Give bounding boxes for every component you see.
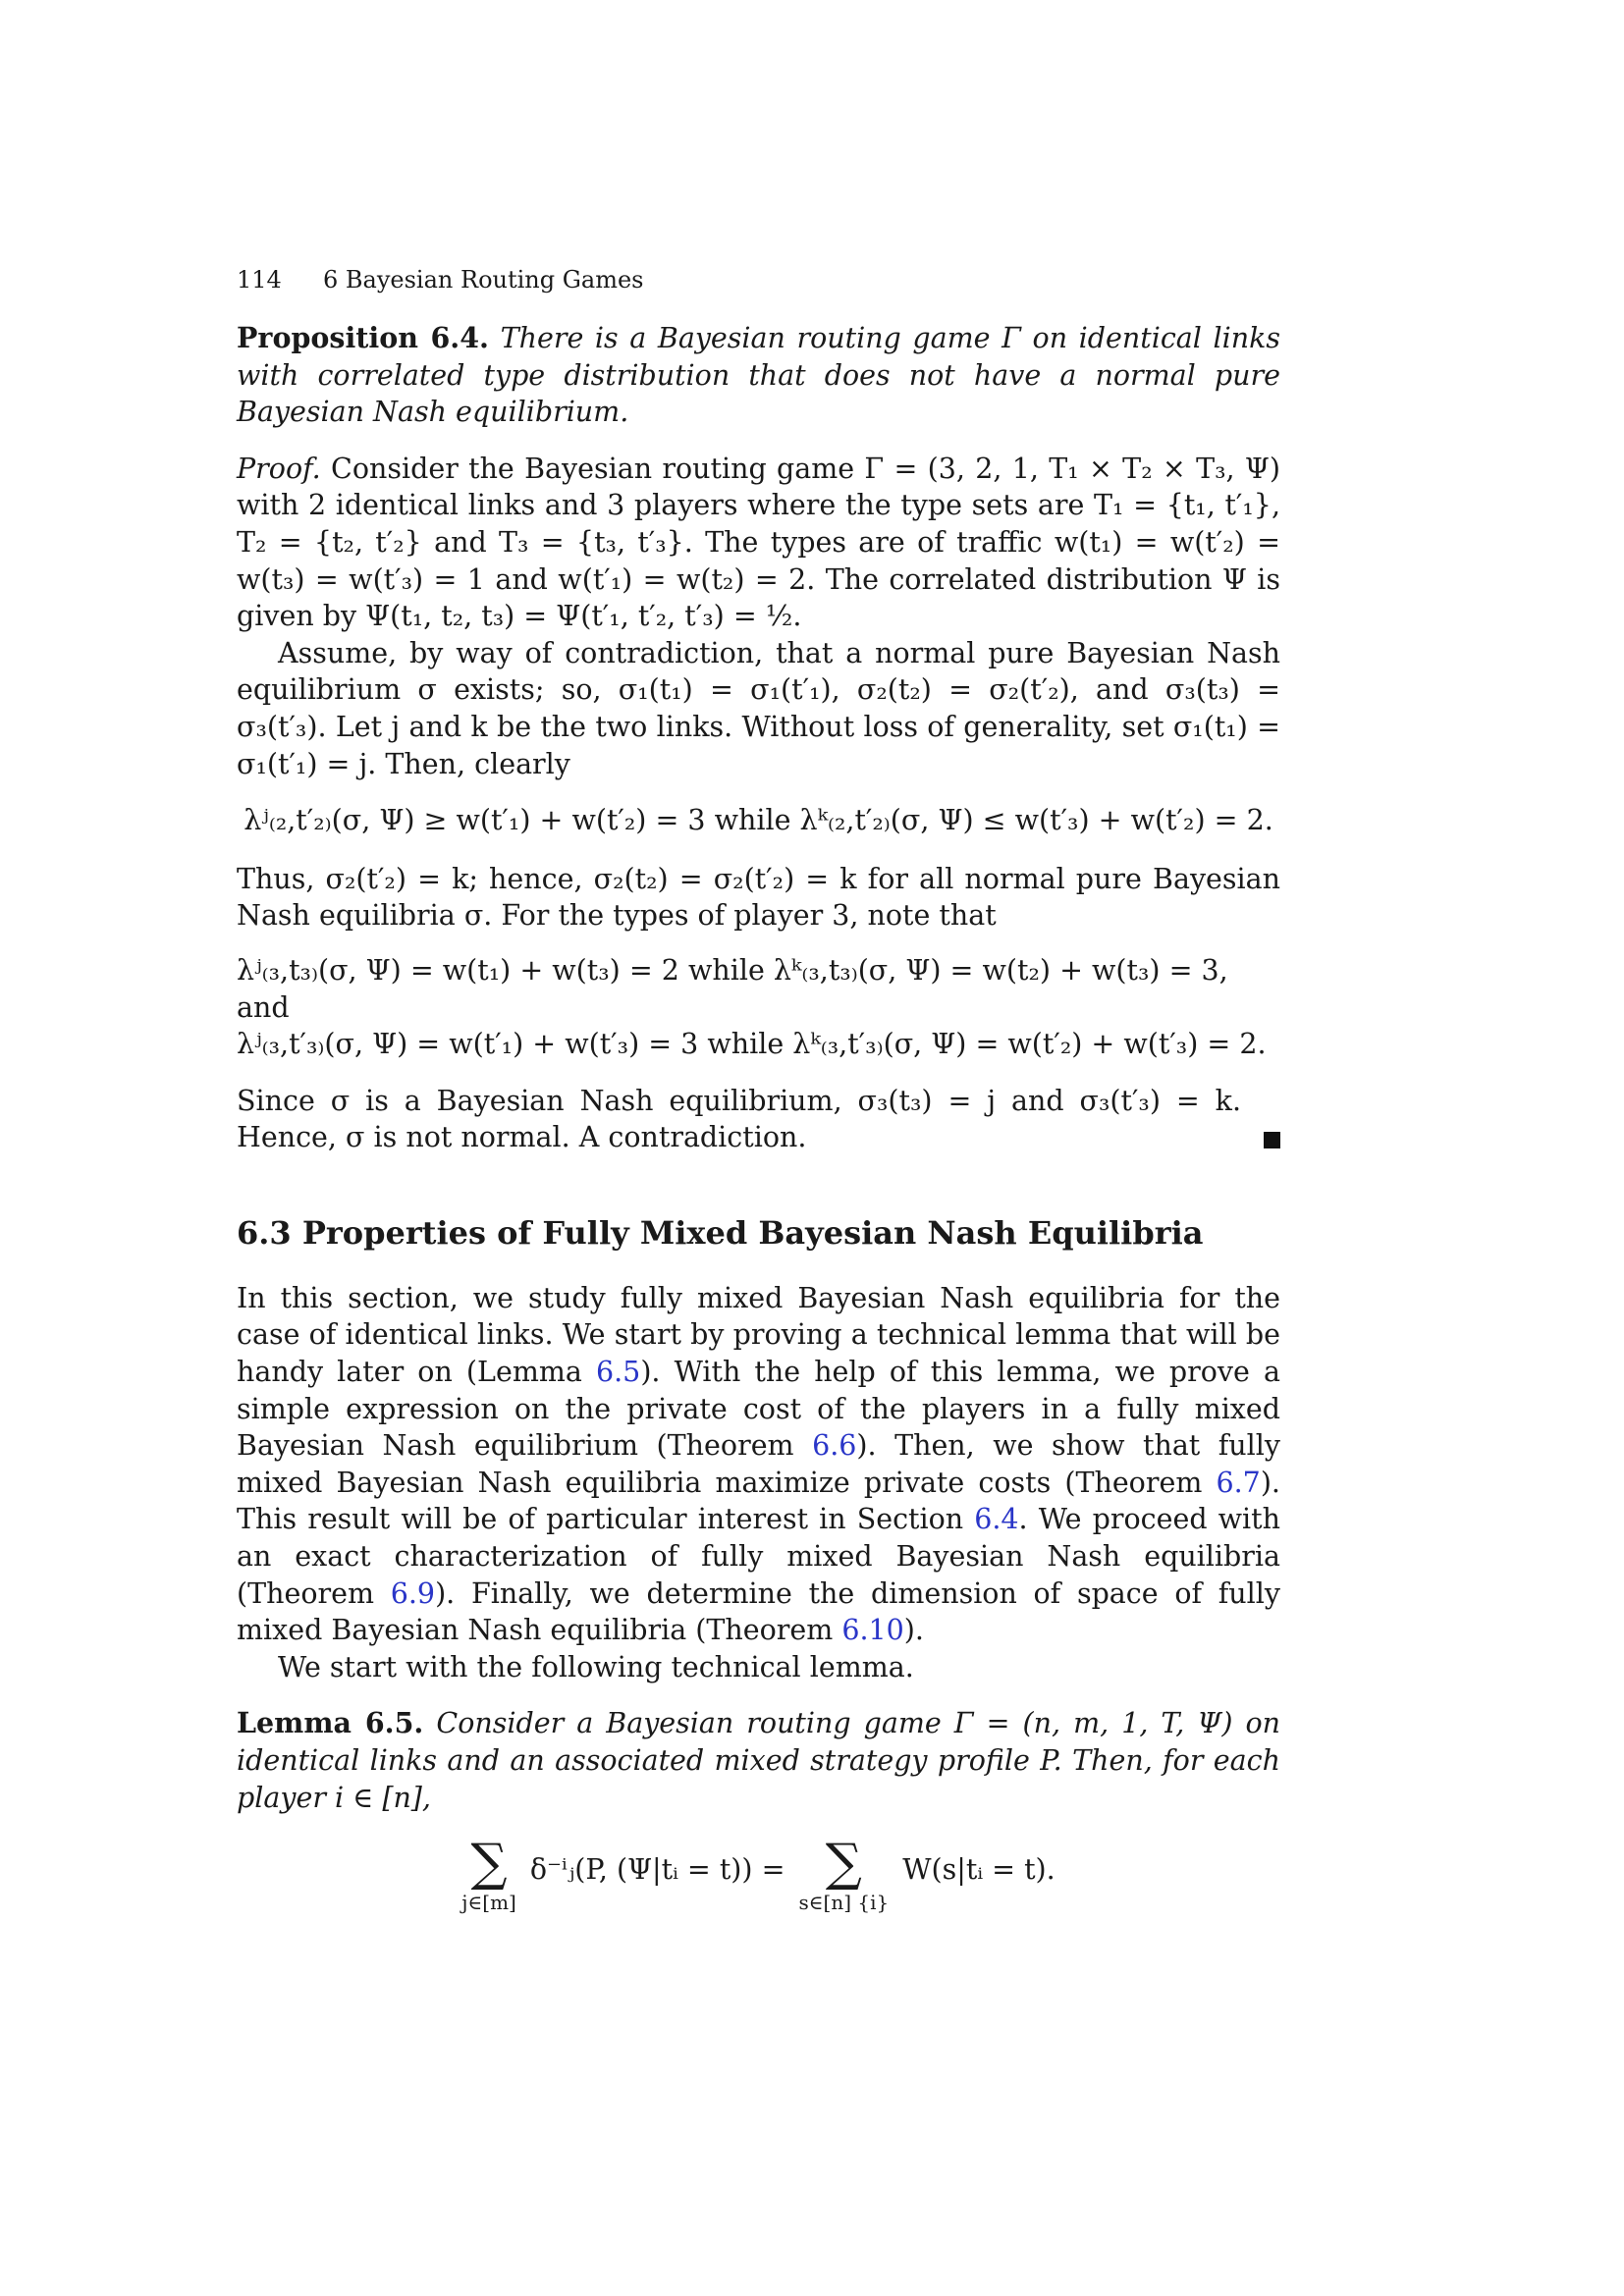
proposition-text: There is a Bayesian routing game Γ on identical links with correlated type distribution that does not have a normal pure Bayesian Nash equilibrium. xyxy=(237,322,1280,429)
ref-theorem-6-10[interactable]: 6.10 xyxy=(841,1614,904,1647)
proof-label: Proof. xyxy=(237,452,321,485)
summation-1 xyxy=(461,1834,516,1915)
lemma xyxy=(237,1705,1280,1816)
section-heading: 6.3 Properties of Fully Mixed Bayesian Nash Equilibria xyxy=(237,1213,1204,1252)
text-run: In this section, we study fully mixed Bayesian Nash equilibria for the case of identical links. We start by proving a technical lemma that will be handy later on (Lemma xyxy=(237,1281,1280,1389)
lemma-label: Lemma 6.5. xyxy=(237,1706,424,1740)
sigma-icon: ∑ xyxy=(470,1834,508,1894)
proof-paragraph-3: Thus, σ₂(t′₂) = k; hence, σ₂(t₂) = σ₂(t′₂) = k for all normal pure Bayesian Nash equilibria σ. For the types of player 3, note that xyxy=(237,862,1280,933)
ref-lemma-6-5[interactable]: 6.5 xyxy=(595,1356,641,1389)
summation-2-limit: s∈[n] {i} xyxy=(798,1891,890,1915)
running-head xyxy=(237,265,1280,294)
equation-2b: λʲ₍₃,t′₃₎(σ, Ψ) = w(t′₁) + w(t′₃) = 3 while λᵏ₍₃,t′₃₎(σ, Ψ) = w(t′₂) + w(t′₃) = 2. xyxy=(237,1028,1267,1061)
proof-block xyxy=(237,451,1280,1156)
chapter-title: 6 Bayesian Routing Games xyxy=(323,266,644,294)
text-run: ). With the help of this lemma, we prove a simple expression on the private cost of the players in a fully mixed Bayesian Nash equilibrium (Theorem xyxy=(237,1356,1280,1463)
text-run: ). Finally, we determine the dimension of space of fully mixed Bayesian Nash equilibria (Theorem xyxy=(237,1576,1280,1647)
ref-theorem-6-7[interactable]: 6.7 xyxy=(1216,1466,1261,1499)
ref-theorem-6-9[interactable]: 6.9 xyxy=(390,1576,436,1610)
lemma-equation xyxy=(237,1834,1280,1915)
page-number: 114 xyxy=(237,266,282,294)
section-paragraph-2: We start with the following technical lemma. xyxy=(278,1650,914,1683)
section-paragraph-1 xyxy=(237,1280,1280,1649)
proposition-label: Proposition 6.4. xyxy=(237,321,489,354)
summation-1-body: δ⁻ⁱⱼ(P, (Ψ|tᵢ = t)) = xyxy=(529,1853,785,1887)
proof-paragraph-1 xyxy=(237,451,1280,635)
proposition xyxy=(237,320,1280,431)
equation-2a: λʲ₍₃,t₃₎(σ, Ψ) = w(t₁) + w(t₃) = 2 while λᵏ₍₃,t₃₎(σ, Ψ) = w(t₂) + w(t₃) = 3, and xyxy=(237,953,1228,1024)
qed-square-icon xyxy=(1264,1132,1280,1148)
summation-1-limit: j∈[m] xyxy=(461,1891,516,1915)
proof-text-1: Consider the Bayesian routing game Γ = (3, 2, 1, T₁ × T₂ × T₃, Ψ) with 2 identical links and 3 players where the type sets are T₁ = {t₁, t′₁}, T₂ = {t₂, t′₂} and T₃ = {t₃, t′₃}. The types are of traffic w(t₁) = w(t′₂) = w(t₃) = w(t′₃) = 1 and w(t′₁) = w(t₂) = 2. The correlated distribution Ψ is given by Ψ(t₁, t₂, t₃) = Ψ(t′₁, t′₂, t′₃) = ½. xyxy=(237,452,1280,633)
equation-1: λʲ₍₂,t′₂₎(σ, Ψ) ≥ w(t′₁) + w(t′₂) = 3 while λᵏ₍₂,t′₂₎(σ, Ψ) ≤ w(t′₃) + w(t′₂) = 2. xyxy=(244,804,1273,837)
proof-end xyxy=(237,1083,1280,1156)
ref-section-6-4[interactable]: 6.4 xyxy=(974,1503,1019,1536)
text-run: ). xyxy=(903,1614,924,1647)
text-run: ). Then, we show that fully mixed Bayesian Nash equilibria maximize private costs (Theorem xyxy=(237,1429,1280,1499)
page xyxy=(237,265,1280,1934)
text-run: ). This result will be of particular interest in Section xyxy=(237,1466,1280,1536)
summation-2 xyxy=(798,1834,890,1915)
text-run: . We proceed with an exact characterization of fully mixed Bayesian Nash equilibria (Theorem xyxy=(237,1503,1280,1610)
summation-2-body: W(s|tᵢ = t). xyxy=(902,1853,1056,1887)
lemma-text: Consider a Bayesian routing game Γ = (n, m, 1, T, Ψ) on identical links and an associated mixed strategy profile P. Then, for each player i ∈ [n], xyxy=(237,1707,1280,1814)
proof-paragraph-4: Since σ is a Bayesian Nash equilibrium, σ₃(t₃) = j and σ₃(t′₃) = k. Hence, σ is not normal. A contradiction. xyxy=(237,1084,1241,1154)
ref-theorem-6-6[interactable]: 6.6 xyxy=(812,1429,857,1463)
equation-2 xyxy=(237,952,1280,1063)
sigma-icon: ∑ xyxy=(825,1834,862,1894)
proof-paragraph-2: Assume, by way of contradiction, that a normal pure Bayesian Nash equilibrium σ exists; so, σ₁(t₁) = σ₁(t′₁), σ₂(t₂) = σ₂(t′₂), and σ₃(t₃) = σ₃(t′₃). Let j and k be the two links. Without loss of generality, set σ₁(t₁) = σ₁(t′₁) = j. Then, clearly xyxy=(237,636,1280,780)
